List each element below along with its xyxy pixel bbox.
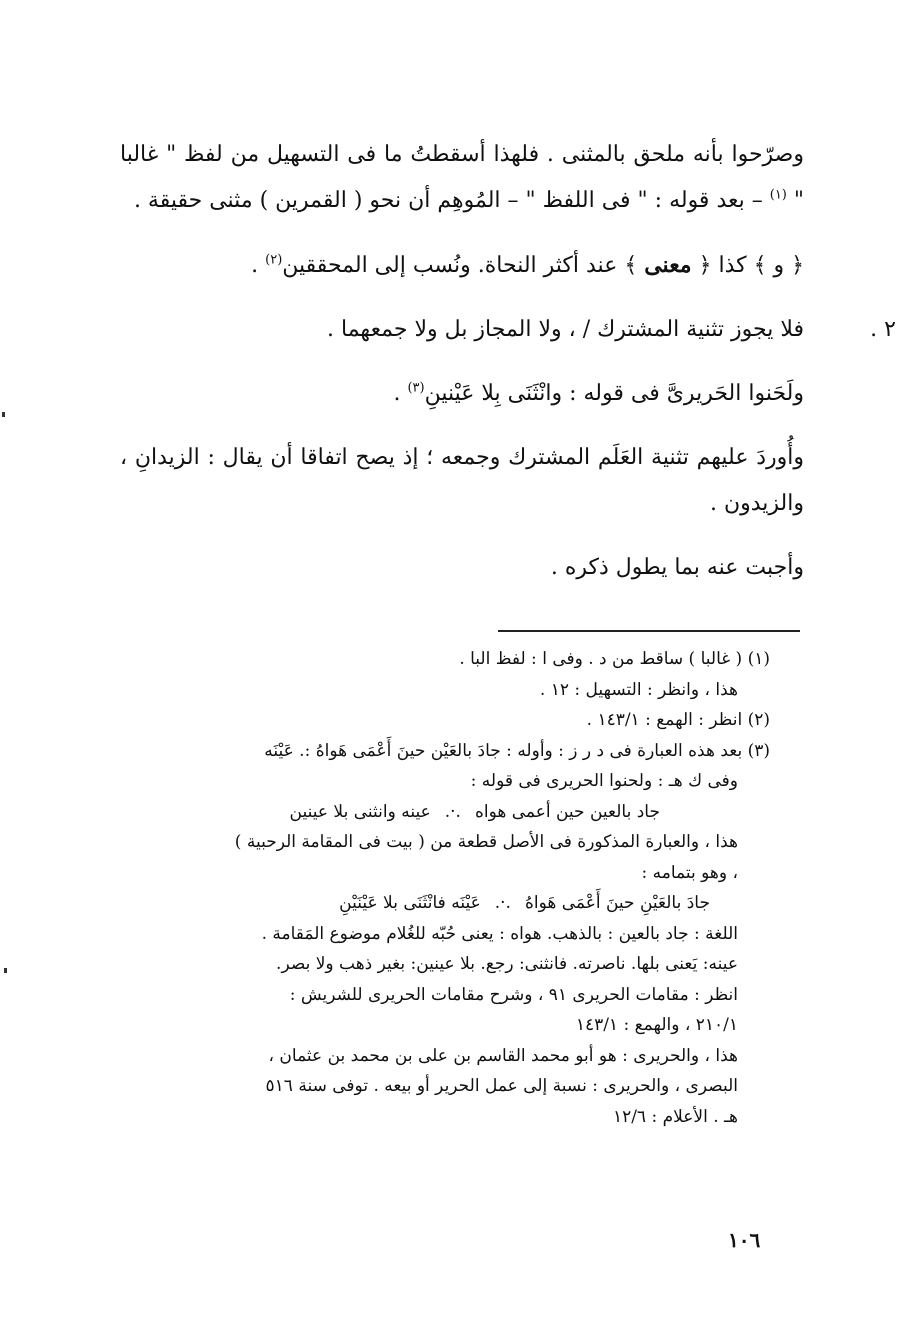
footnote-divider	[498, 630, 800, 632]
paragraph-6: وأجبت عنه بما يطول ذكره .	[550, 555, 804, 580]
footnote-3-line: عينه: يَعنى بلها. ناصرته. فانثنى: رجع. بلا عينين: بغير ذهب ولا بصر.	[276, 954, 738, 974]
verse-2: جادَ بالعَيْنِ حينَ أَعْمَى هَواهُ.·.عَيْنَه فانْثَنَى بلا عَيْنَيْنِ	[339, 893, 710, 913]
verse-1: جاد بالعين حين أعمى هواه.·.عينه وانثنى بلا عينين	[289, 801, 660, 822]
item-number: ٢ .	[870, 317, 896, 342]
footnote-3-line: هذا ، والعبارة المذكورة فى الأصل قطعة من ( بيت فى المقامة الرحبية )	[234, 832, 738, 852]
footnote-2: (٢) انظر : الهمع : ١٤٣/١ .	[586, 710, 770, 730]
footnote-3-line: ٢١٠/١ ، والهمع : ١٤٣/١	[575, 1015, 738, 1035]
paragraph-3: ٢ . فلا يجوز تثنية المشترك / ، ولا المجاز بل ولا جمعهما .	[120, 307, 804, 353]
paragraph-2: ﴿ و ﴾ كذا ﴿ معنى ﴾ عند أكثر النحاة. ونُسب إلى المحققين$^{(٢)}$ .	[251, 252, 804, 278]
footnote-3-line: هذا ، والحريرى : هو أبو محمد القاسم بن على بن محمد بن عثمان ،	[268, 1045, 738, 1066]
footnote-3-line: انظر : مقامات الحريرى ٩١ ، وشرح مقامات الحريرى للشريش :	[289, 984, 738, 1005]
footnote-1-cont: هذا ، وانظر : التسهيل : ١٢ .	[539, 679, 738, 700]
footnote-3-line: ، وهو بتمامه :	[641, 862, 738, 883]
footnote-ref-3[interactable]: (٣)	[407, 380, 425, 396]
scan-speck	[4, 968, 7, 973]
paragraph-4: ولَحَنوا الحَريرىَّ فى قوله : وانْثَنَى بِلا عَيْنينِ$^{(٣)}$ .	[393, 380, 804, 406]
footnote-3-line: هـ . الأعلام : ١٢/٦	[612, 1106, 738, 1127]
footnote-3: (٣) بعد هذه العبارة فى د ر ز : وأوله : جادَ بالعَيْن حينَ أَعْمَى هَواهُ :. عَيْنَه	[264, 740, 770, 761]
footnote-1: (١) ( غالبا ) ساقط من د . وفى ا : لفظ البا .	[459, 649, 770, 669]
footnote-ref-2[interactable]: (٢)	[265, 252, 283, 268]
main-text	[120, 132, 896, 591]
footnotes	[118, 644, 770, 1132]
footnote-3-line: وفى ك هـ : ولحنوا الحريرى فى قوله :	[470, 771, 738, 791]
scan-speck	[2, 412, 5, 417]
footnote-3-line: البصرى ، والحريرى : نسبة إلى عمل الحرير أو بيعه . توفى سنة ٥١٦	[265, 1076, 738, 1096]
verse-separator: .·.	[494, 893, 511, 913]
bold-term: معنى	[644, 252, 692, 278]
paragraph-5: وأُوردَ عليهم تثنية العَلَم المشترك وجمعه ؛ إذ يصح اتفاقا أن يقال : الزيدانِ ، والزيدون .	[120, 445, 804, 516]
footnote-3-line: اللغة : جاد بالعين : بالذهب. هواه : يعنى حُبّه للغُلام موضوع المَقامة .	[261, 923, 738, 944]
page-number: ١٠٦	[728, 1228, 761, 1252]
paragraph-1: وصرّحوا بأنه ملحق بالمثنى . فلهذا أسقطتُ ما فى التسهيل من لفظ " غالبا " $^{(١)}$ – بعد قوله : " فى اللفظ " – المُوهِم أن نحو ( القمرين ) مثنى حقيقة .	[120, 142, 804, 213]
footnote-ref-1[interactable]: (١)	[769, 187, 787, 203]
verse-separator: .·.	[444, 801, 461, 822]
